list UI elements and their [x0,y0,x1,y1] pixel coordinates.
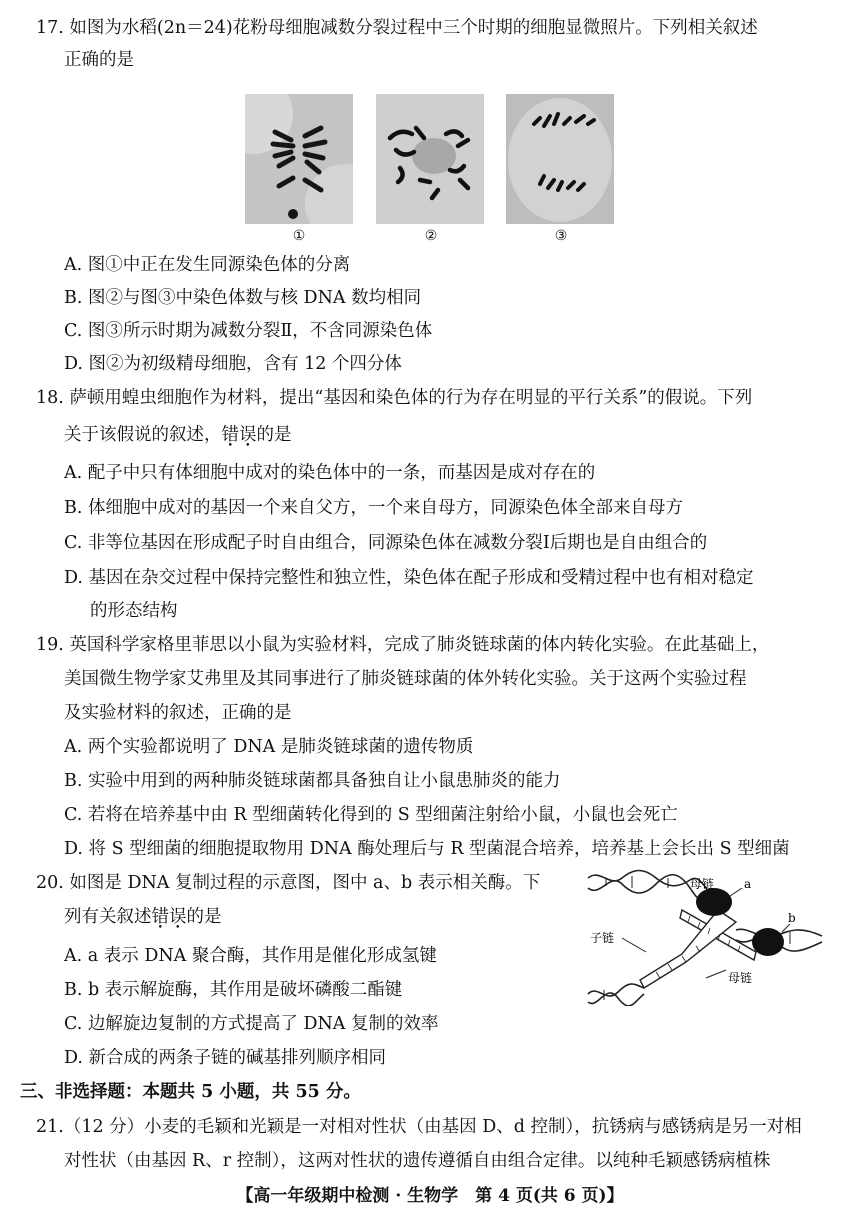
q19-stem-line1: 19. 英国科学家格里菲思以小鼠为实验材料，完成了肺炎链球菌的体内转化实验。在此基础上， [36,635,770,655]
q18-option-c: C. 非等位基因在形成配子时自由组合，同源染色体在减数分裂Ⅰ后期也是自由组合的 [64,533,708,553]
q18-option-d-continuation: 的形态结构 [90,601,178,621]
q19-stem-line2: 美国微生物学家艾弗里及其同事进行了肺炎链球菌的体外转化实验。关于这两个实验过程 [64,669,747,689]
q18-option-a: A. 配子中只有体细胞中成对的染色体中的一条，而基因是成对存在的 [64,463,596,483]
page-footer: 【高一年级期中检测 · 生物学 第 4 页(共 6 页)】 [236,1186,624,1206]
micrograph-2 [376,94,484,224]
micrograph-1 [245,94,353,224]
q19-option-a: A. 两个实验都说明了 DNA 是肺炎链球菌的遗传物质 [64,737,474,757]
q18-stem-line2: 关于该假说的叙述，错误的是 [64,425,292,445]
q20-option-b: B. b 表示解旋酶，其作用是破坏磷酸二酯键 [64,980,403,1000]
emphasis-char: 误 [169,907,187,927]
q17-option-d: D. 图②为初级精母细胞，含有 12 个四分体 [64,354,402,374]
q20-stem-line2: 列有关叙述错误的是 [64,907,222,927]
micrograph-3 [506,94,614,224]
label-parent-bottom: 母链 [728,971,753,985]
q21-stem-line1: 21.（12 分）小麦的毛颖和光颖是一对相对性状（由基因 D、d 控制），抗锈病与感锈病是另一对相 [36,1117,802,1137]
micrograph-label-1: ① [292,228,306,244]
q18-stem-line1: 18. 萨顿用蝗虫细胞作为材料，提出“基因和染色体的行为存在明显的平行关系”的假说。下列 [36,388,753,408]
q19-option-b: B. 实验中用到的两种肺炎链球菌都具备独自让小鼠患肺炎的能力 [64,771,561,791]
q20-stem-line1: 20. 如图是 DNA 复制过程的示意图，图中 a、b 表示相关酶。下 [36,873,541,893]
label-b: b [788,911,796,925]
q19-option-c: C. 若将在培养基中由 R 型细菌转化得到的 S 型细菌注射给小鼠，小鼠也会死亡 [64,805,678,825]
q17-stem-line2: 正确的是 [64,50,134,70]
section-heading: 三、非选择题：本题共 5 小题，共 55 分。 [20,1082,361,1102]
q20-option-c: C. 边解旋边复制的方式提高了 DNA 复制的效率 [64,1014,439,1034]
q17-stem-line1: 17. 如图为水稻(2n＝24)花粉母细胞减数分裂过程中三个时期的细胞显微照片。下列相关叙述 [36,18,758,38]
emphasis-char: 错 [151,907,169,927]
micrograph-label-3: ③ [554,228,568,244]
q19-stem-line3: 及实验材料的叙述，正确的是 [64,703,292,723]
label-parent-top: 母链 [690,877,715,891]
label-daughter: 子链 [590,931,615,945]
label-a: a [744,877,752,891]
enzyme-a [696,888,732,916]
q17-option-b: B. 图②与图③中染色体数与核 DNA 数均相同 [64,288,422,308]
q20-option-d: D. 新合成的两条子链的碱基排列顺序相同 [64,1048,387,1068]
q20-option-a: A. a 表示 DNA 聚合酶，其作用是催化形成氢键 [64,946,437,966]
emphasis-char: 误 [239,425,257,445]
dna-replication-diagram [586,866,824,1006]
q18-option-d: D. 基因在杂交过程中保持完整性和独立性，染色体在配子形成和受精过程中也有相对稳定 [64,568,754,588]
q17-option-c: C. 图③所示时期为减数分裂Ⅱ，不含同源染色体 [64,321,433,341]
q19-option-d: D. 将 S 型细菌的细胞提取物用 DNA 酶处理后与 R 型菌混合培养，培养基上会长出 S 型细菌 [64,839,790,859]
q21-stem-line2: 对性状（由基因 R、r 控制），这两对性状的遗传遵循自由组合定律。以纯种毛颖感锈病植株 [64,1151,771,1171]
q17-option-a: A. 图①中正在发生同源染色体的分离 [64,255,351,275]
q18-option-b: B. 体细胞中成对的基因一个来自父方，一个来自母方，同源染色体全部来自母方 [64,498,683,518]
micrograph-label-2: ② [424,228,438,244]
emphasis-char: 错 [221,425,239,445]
enzyme-b [752,928,784,956]
